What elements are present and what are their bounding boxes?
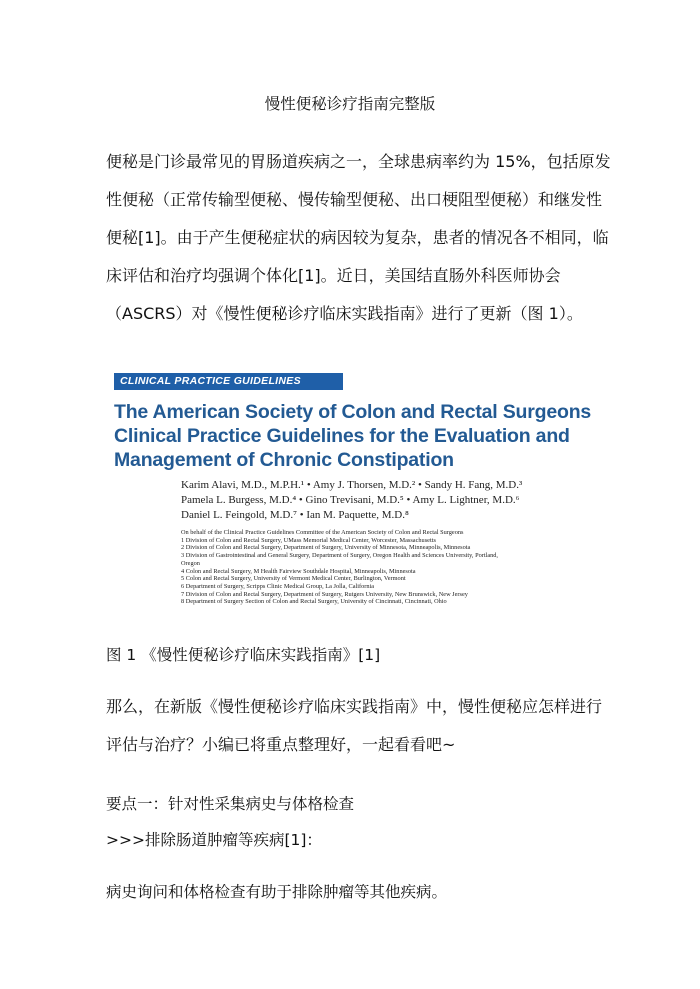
figure-title-line: Clinical Practice Guidelines for the Evaluation and bbox=[114, 425, 570, 447]
affiliation-line: 1 Division of Colon and Rectal Surgery, UMass Memorial Medical Center, Worcester, Massachusetts bbox=[181, 536, 436, 544]
section-heading: 要点一：针对性采集病史与体格检查 bbox=[106, 795, 355, 813]
figure-authors bbox=[181, 478, 591, 523]
affiliation-line: On behalf of the Clinical Practice Guidelines Committee of the American Society of Colon and Rectal Surgeons bbox=[181, 529, 464, 536]
affiliation-line: 8 Department of Surgery Section of Colon and Rectal Surgery, University of Cincinnati, Cincinnati, Ohio bbox=[181, 598, 447, 606]
author-line: Karim Alavi, M.D., M.P.H.¹ • Amy J. Thorsen, M.D.² • Sandy H. Fang, M.D.³ bbox=[181, 479, 523, 491]
intro-line: 床评估和治疗均强调个体化[1]。近日，美国结直肠外科医师协会 bbox=[106, 266, 561, 285]
affiliation-line: 7 Division of Colon and Rectal Surgery, Department of Surgery, Rutgers University, New Brunswick, New Jersey bbox=[181, 590, 468, 598]
affiliation-line: 2 Division of Colon and Rectal Surgery, Department of Surgery, University of Minnesota, Minneapolis, Minnesota bbox=[181, 544, 471, 552]
page-title: 慢性便秘诊疗指南完整版 bbox=[264, 95, 436, 113]
intro-line: （ASCRS）对《慢性便秘诊疗临床实践指南》进行了更新（图 1）。 bbox=[106, 304, 583, 323]
figure-title-line: Management of Chronic Constipation bbox=[114, 449, 454, 471]
author-line: Daniel L. Feingold, M.D.⁷ • Ian M. Paquette, M.D.⁸ bbox=[181, 509, 409, 521]
guideline-figure bbox=[112, 370, 592, 625]
closing-paragraph: 病史询问和体格检查有助于排除肿瘤等其他疾病。 bbox=[106, 883, 448, 901]
figure-title-line: The American Society of Colon and Rectal Surgeons bbox=[114, 401, 592, 423]
figure-caption: 图 1 《慢性便秘诊疗临床实践指南》[1] bbox=[106, 646, 381, 664]
figure-banner: CLINICAL PRACTICE GUIDELINES bbox=[114, 373, 343, 390]
affiliation-line: 5 Colon and Rectal Surgery, University of Vermont Medical Center, Burlington, Vermont bbox=[181, 575, 406, 583]
intro-paragraph bbox=[106, 143, 611, 333]
section-subheading: >>>排除肠道肿瘤等疾病[1]： bbox=[106, 831, 322, 849]
intro-line: 便秘是门诊最常见的胃肠道疾病之一，全球患病率约为 15%，包括原发 bbox=[106, 152, 611, 171]
followup-line: 评估与治疗？小编已将重点整理好，一起看看吧~ bbox=[106, 735, 456, 754]
followup-line: 那么，在新版《慢性便秘诊疗临床实践指南》中，慢性便秘应怎样进行 bbox=[106, 697, 603, 716]
affiliation-line: 6 Department of Surgery, Scripps Clinic Medical Group, La Jolla, California bbox=[181, 582, 375, 590]
intro-line: 便秘[1]。由于产生便秘症状的病因较为复杂，患者的情况各不相同，临 bbox=[106, 228, 609, 247]
figure-title bbox=[114, 400, 592, 472]
author-line: Pamela L. Burgess, M.D.⁴ • Gino Trevisani, M.D.⁵ • Amy L. Lightner, M.D.⁶ bbox=[181, 494, 520, 506]
figure-affiliations bbox=[181, 529, 591, 606]
affiliation-line: Oregon bbox=[181, 559, 200, 567]
affiliation-line: 3 Division of Gastrointestinal and General Surgery, Department of Surgery, Oregon Health and Sciences University, Portland, bbox=[181, 552, 498, 560]
affiliation-line: 4 Colon and Rectal Surgery, M Health Fairview Southdale Hospital, Minneapolis, Minnesota bbox=[181, 567, 416, 575]
intro-line: 性便秘（正常传输型便秘、慢传输型便秘、出口梗阻型便秘）和继发性 bbox=[106, 190, 603, 209]
followup-paragraph bbox=[106, 688, 603, 764]
